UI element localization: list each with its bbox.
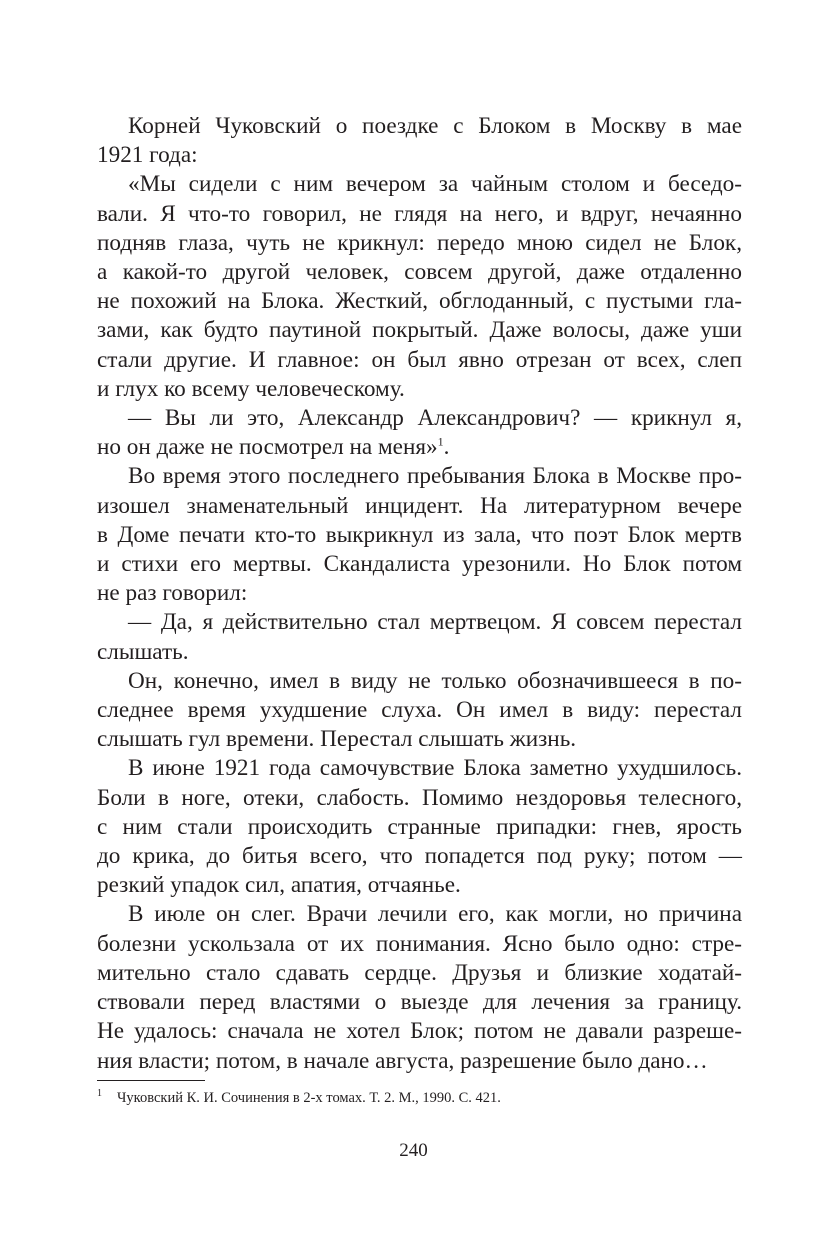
paragraph [97,667,742,755]
book-page-body [97,112,742,1076]
text-line: слышать. [97,638,189,665]
text-line: В июне 1921 года самочувствие Блока заметно ухудшилось. [128,755,742,782]
text-line: и стихи его мертвы. Скандалиста урезонили. Но Блок потом [97,551,742,578]
text-line: Боли в ноге, отеки, слабость. Помимо нездоровья телесного, [97,784,742,811]
text-line: — Вы ли это, Александр Александрович? — крикнул я, [128,405,742,432]
text-line: Корней Чуковский о поездке с Блоком в Москву в мае [128,113,742,139]
text-line: Не удалось: сначала не хотел Блок; потом не давали разреше- [97,1018,742,1045]
footnote-divider [97,1080,205,1081]
text-line: мительно стало сдавать сердце. Друзья и близкие ходатай- [97,959,742,986]
text-line: слышать гул времени. Перестал слышать жизнь. [97,726,577,753]
text-segment: но он даже не посмотрел на меня» [97,434,438,461]
quote-paragraph [97,170,742,404]
text-line: до крика, до битья всего, что попадется под руку; потом — [97,843,742,870]
text-line: болезни ускользала от их понимания. Ясно было одно: стре- [97,930,742,957]
paragraph [97,112,742,170]
text-line: а какой-то другой человек, совсем другой, даже отдаленно [97,259,742,286]
text-line: изошел знаменательный инцидент. На литературном вечере [97,492,742,519]
page-number: 240 [399,1140,428,1161]
text-line: Он, конечно, имел в виду не только обозначившееся в по- [128,667,742,694]
text-line: ния власти; потом, в начале августа, разрешение было дано… [97,1047,708,1074]
text-line [97,433,742,462]
text-line: резкий упадок сил, апатия, отчаянье. [97,872,461,899]
footnote: 1 Чуковский К. И. Сочинения в 2-х томах. Т. 2. М., 1990. С. 421. [97,1088,501,1106]
text-line: и глух ко всему человеческому. [97,375,405,402]
paragraph [97,754,742,900]
footnote-text: Чуковский К. И. Сочинения в 2-х томах. Т. 2. М., 1990. С. 421. [117,1090,501,1106]
text-line: ствовали перед властями о выезде для лечения за границу. [97,989,742,1016]
text-line: 1921 года: [97,142,198,169]
text-line: не похожий на Блока. Жесткий, обглоданный, с пустыми гла- [97,288,742,315]
text-line: зами, как будто паутиной покрытый. Даже волосы, даже уши [97,317,742,344]
text-line: в Доме печати кто-то выкрикнул из зала, что поэт Блок мертв [97,521,742,548]
footnote-reference: 1 [437,434,444,449]
text-line: подняв глаза, чуть не крикнул: передо мною сидел не Блок, [97,229,742,256]
text-line: следнее время ухудшение слуха. Он имел в виду: перестал [97,697,742,724]
paragraph [97,608,742,666]
text-line: Во время этого последнего пребывания Блока в Москве про- [128,463,742,490]
text-segment: . [443,434,450,461]
text-line: не раз говорил: [97,580,248,607]
quote-paragraph [97,404,742,462]
text-line: с ним стали происходить странные припадки: гнев, ярость [97,813,742,840]
paragraph [97,900,742,1075]
text-line: стали другие. И главное: он был явно отрезан от всех, слеп [97,346,742,373]
text-line: вали. Я что-то говорил, не глядя на него, и вдруг, нечаянно [97,200,742,227]
text-line: «Мы сидели с ним вечером за чайным столом и беседо- [128,171,742,198]
paragraph [97,462,742,608]
text-line: — Да, я действительно стал мертвецом. Я совсем перестал [128,609,742,636]
text-line: В июле он слег. Врачи лечили его, как могли, но причина [128,901,742,928]
